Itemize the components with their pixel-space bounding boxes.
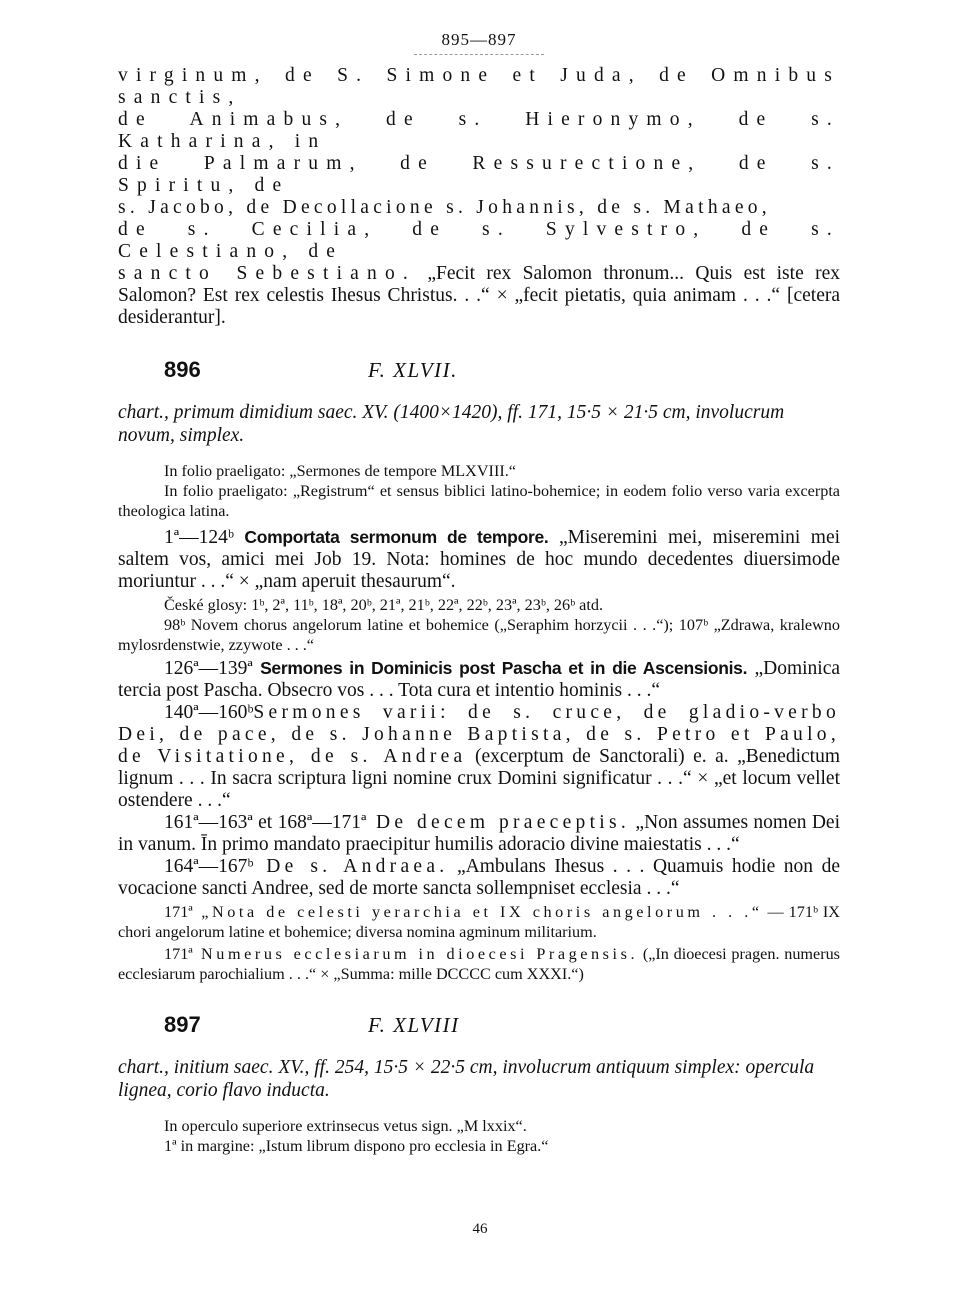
running-head: 895—897 bbox=[414, 30, 544, 55]
note-paragraph: In folio praeligato: „Registrum“ et sensus biblici latino-bohemice; in eodem folio verso varia excerpta theologica latina. bbox=[118, 482, 840, 520]
item-title: Sermones in Dominicis post Pascha et in die Ascensionis. bbox=[260, 658, 748, 678]
spaced-text: „Nota de celesti yerarchia et IX choris angelorum . . .“ bbox=[192, 903, 763, 921]
folio-reference: 164ª—167ᵇ bbox=[164, 856, 254, 877]
spaced-text: De decem praeceptis. bbox=[366, 812, 631, 833]
shelf-signature: F. XLVII. bbox=[368, 358, 458, 382]
entry-897-heading bbox=[118, 1012, 840, 1038]
folio-reference: 126ª—139ª bbox=[164, 658, 253, 679]
note-paragraph: 98ᵇ Novem chorus angelorum latine et bohemice („Seraphim horzycii . . .“); 107ᵇ „Zdrawa, kralewno mylosrdenstwie, zzywote . . .“ bbox=[118, 616, 840, 654]
folio-reference: 171ª bbox=[164, 903, 193, 921]
text-line: de Animabus, de s. Hieronymo, de s. Katharina, in bbox=[118, 109, 840, 152]
note-paragraph: In operculo superiore extrinsecus vetus sign. „M lxxix“. bbox=[164, 1117, 527, 1135]
item-text: „Miseremini mei, miseremini mei saltem vos, amici mei Job 19. Nota: homines de hoc mundo decedentes diuersimode moriuntur . . .“ × „nam aperuit thesaurum“. bbox=[118, 527, 841, 592]
content-item bbox=[118, 526, 840, 593]
entry-number: 897 bbox=[164, 1012, 201, 1037]
folio-reference: 1ª—124ᵇ bbox=[164, 527, 234, 548]
content-item bbox=[118, 812, 840, 856]
spaced-text: Numerus ecclesiarum in dioecesi Pragensis. bbox=[192, 945, 639, 963]
text-line: die Palmarum, de Ressurectione, de s. Spiritu, de bbox=[118, 153, 840, 196]
folio-reference: 140ª—160ᵇ bbox=[164, 702, 254, 723]
text-line: s. Jacobo, de Decollacione s. Johannis, de s. Mathaeo, bbox=[118, 197, 771, 218]
item-title: Comportata sermonum de tempore. bbox=[244, 527, 549, 547]
page-body bbox=[118, 30, 840, 1156]
text-line: virginum, de S. Simone et Juda, de Omnibus sanctis, bbox=[118, 65, 840, 108]
item-text: „Ambulans Ihesus . . . Quamuis hodie non de vocacione sancti Andree, sed de morte sancta sollempniset ecclesia . . .“ bbox=[118, 856, 840, 899]
text-line: de s. Cecilia, de s. Sylvestro, de s. Celestiano, de bbox=[118, 219, 840, 262]
text-paragraph bbox=[118, 263, 840, 329]
spaced-text: sancto Sebestiano. bbox=[118, 263, 416, 284]
codex-description: chart., primum dimidium saec. XV. (1400×1420), ff. 171, 15·5 × 21·5 cm, involucrum novum, simplex. bbox=[118, 402, 785, 446]
content-item bbox=[118, 657, 840, 702]
folio-reference: 171ª bbox=[164, 945, 193, 963]
shelf-signature: F. XLVIII bbox=[368, 1013, 460, 1037]
entry-number: 896 bbox=[164, 357, 201, 382]
content-item bbox=[118, 944, 840, 984]
item-text: — 171ᵇ IX chori angelorum latine et bohemice; diversa nomina agminum militarium. bbox=[118, 903, 840, 941]
note-paragraph: 1ª in margine: „Istum librum dispono pro ecclesia in Egra.“ bbox=[164, 1137, 549, 1155]
content-item bbox=[118, 856, 840, 900]
glosses-note: České glosy: 1ᵇ, 2ª, 11ᵇ, 18ª, 20ᵇ, 21ª, 21ᵇ, 22ª, 22ᵇ, 23ª, 23ᵇ, 26ᵇ atd. bbox=[164, 596, 603, 614]
item-text: (excerptum de Sanctorali) e. a. „Benedictum lignum . . . In sacra scriptura ligni nomine crux Domini significatur . . .“ × „et locum vellet ostendere . . .“ bbox=[118, 746, 840, 811]
content-item bbox=[118, 902, 840, 942]
content-item bbox=[118, 702, 840, 812]
entry-896-heading bbox=[118, 357, 840, 383]
text-span: „Fecit rex Salomon thronum... Quis est iste rex Salomon? Est rex celestis Ihesus Christus. . .“ × „fecit pietatis, quia animam . . .“ [cetera desiderantur]. bbox=[118, 263, 840, 328]
note-paragraph: In folio praeligato: „Sermones de tempore MLXVIII.“ bbox=[164, 462, 516, 480]
spaced-text: Sermones varii: de s. cruce, de gladio-verbo Dei, de pace, de s. Johanne Baptista, de s. Petro et Paulo, de Visitatione, de s. Andrea bbox=[118, 702, 840, 767]
codex-description: chart., initium saec. XV., ff. 254, 15·5 × 22·5 cm, involucrum antiquum simplex: opercula lignea, corio flavo inducta. bbox=[118, 1057, 815, 1101]
entry-895-continuation bbox=[118, 65, 840, 329]
folio-reference: 161ª—163ª et 168ª—171ª bbox=[164, 812, 367, 833]
page-number: 46 bbox=[472, 1221, 488, 1237]
item-text: „Dominica tercia post Pascha. Obsecro vos . . . Tota cura et intentio hominis . . .“ bbox=[118, 658, 841, 701]
item-text: „Non assumes nomen Dei in vanum. Īn primo mandato praecipitur humilis adoracio divine maiestatis . . .“ bbox=[118, 812, 840, 855]
item-text: („In dioecesi pragen. numerus ecclesiarum parochialium . . .“ × „Summa: mille DCCCC cum XXXI.“) bbox=[118, 945, 840, 983]
spaced-text: De s. Andraea. bbox=[253, 856, 449, 877]
